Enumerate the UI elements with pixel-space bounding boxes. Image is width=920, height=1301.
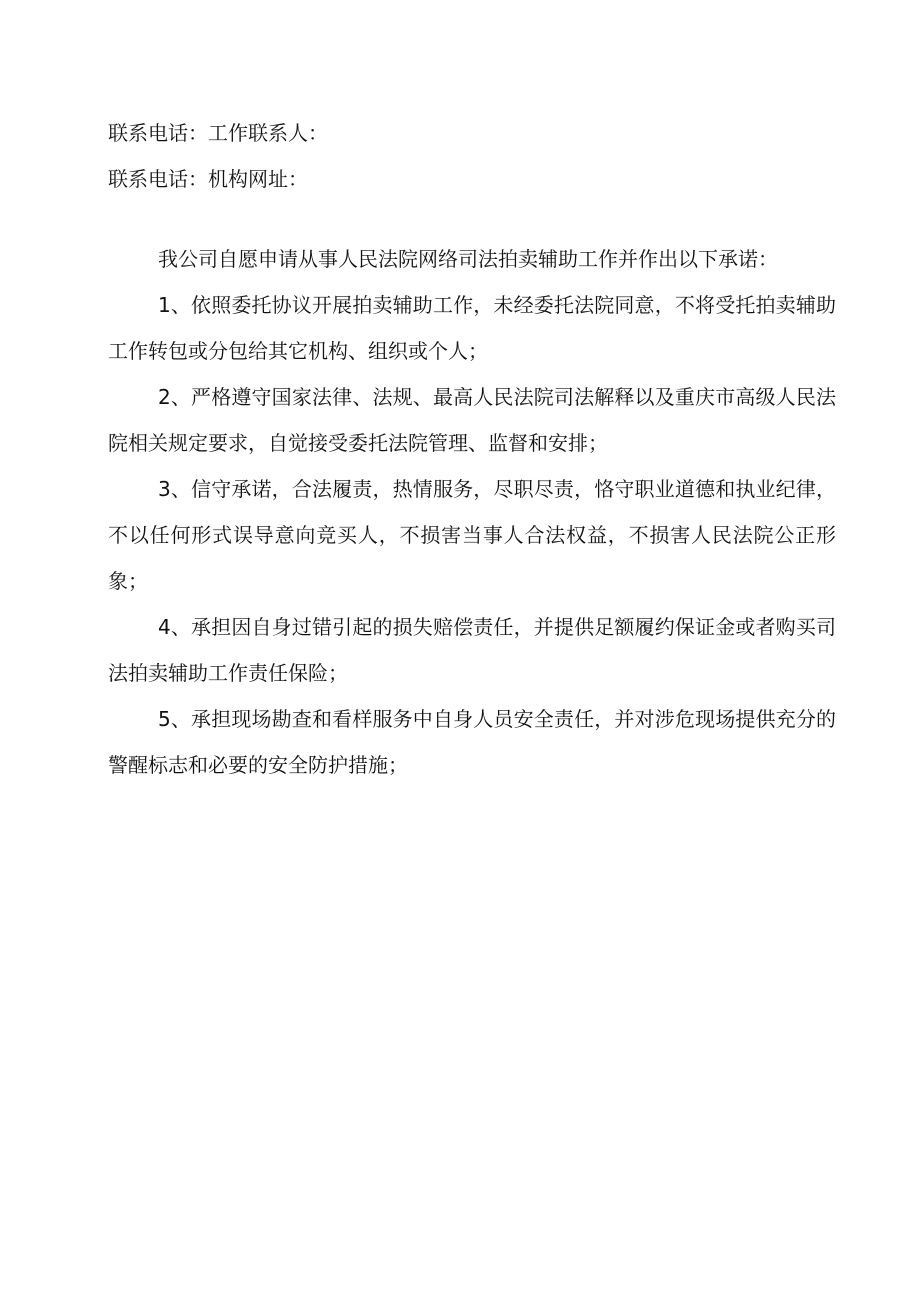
contact-line-website: 联系电话：机构网址： (108, 167, 308, 191)
commitment-item-3: 3、信守承诺，合法履责，热情服务，尽职尽责，恪守职业道德和执业纪律，不以任何形式误导意向竞买人，不损害当事人合法权益，不损害人民法院公正形象； (108, 477, 836, 593)
commitment-item-2: 2、严格遵守国家法律、法规、最高人民法院司法解释以及重庆市高级人民法院相关规定要求，自觉接受委托法院管理、监督和安排； (108, 385, 836, 455)
spacer (108, 202, 836, 236)
document-body (108, 110, 836, 788)
commitment-intro: 我公司自愿申请从事人民法院网络司法拍卖辅助工作并作出以下承诺： (158, 247, 778, 271)
contact-line-work-contact: 联系电话：工作联系人： (108, 121, 328, 145)
commitment-item-4: 4、承担因自身过错引起的损失赔偿责任，并提供足额履约保证金或者购买司法拍卖辅助工作责任保险； (108, 615, 836, 685)
commitment-item-5: 5、承担现场勘查和看样服务中自身人员安全责任，并对涉危现场提供充分的警醒标志和必要的安全防护措施； (108, 707, 836, 777)
commitment-item-1: 1、依照委托协议开展拍卖辅助工作，未经委托法院同意，不将受托拍卖辅助工作转包或分包给其它机构、组织或个人； (108, 293, 836, 363)
